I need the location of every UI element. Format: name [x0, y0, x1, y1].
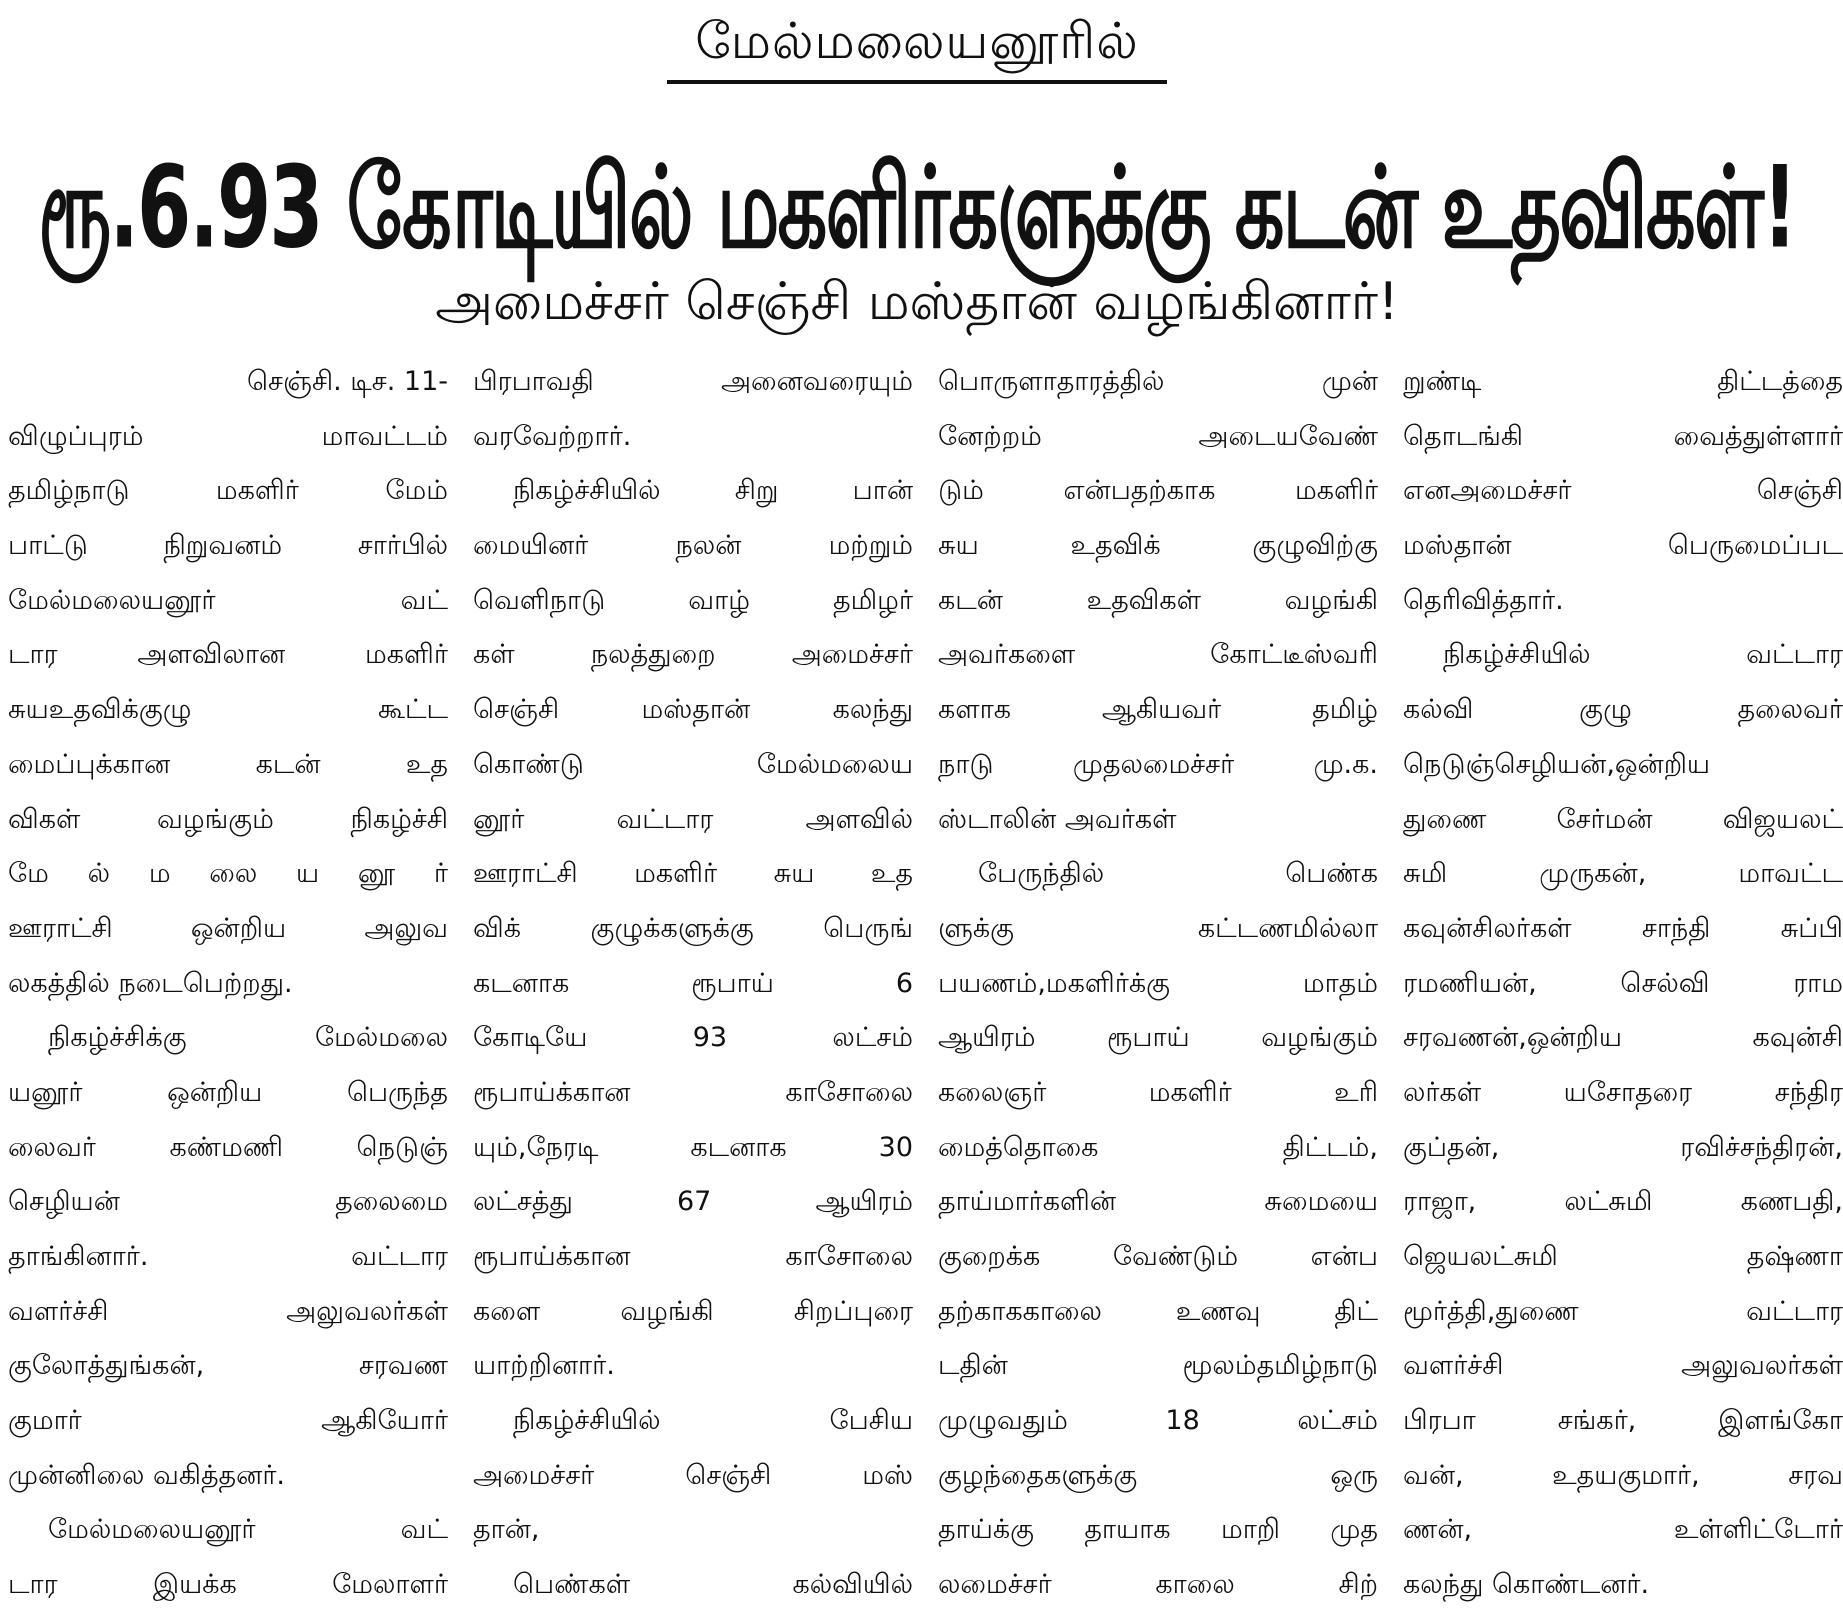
article-line: வளர்ச்சி அலுவலர்கள்	[1403, 1350, 1843, 1382]
article-line: மூர்த்தி,துணை வட்டார	[1403, 1295, 1843, 1327]
article-line: கொண்டு மேல்மலைய	[473, 748, 913, 780]
article-line: நிகழ்ச்சியில் பேசிய	[513, 1405, 913, 1437]
article-line: கவுன்சிலர்கள் சாந்தி சுப்பி	[1403, 912, 1843, 944]
article-line: செழியன் தலைமை	[8, 1186, 448, 1218]
article-line: னேற்றம் அடையவேண்	[938, 420, 1378, 452]
article-line: நிகழ்ச்சிக்கு மேல்மலை	[48, 1022, 448, 1054]
article-line: டார அளவிலான மகளிர்	[8, 639, 448, 671]
article-line: யாற்றினார்.	[473, 1350, 615, 1382]
article-line: பயணம்,மகளிர்க்கு மாதம்	[938, 967, 1378, 999]
article-column-3	[938, 355, 1378, 1601]
article-line: ரமணியன், செல்வி ராம	[1403, 967, 1843, 999]
article-line: பாட்டு நிறுவனம் சார்பில்	[8, 530, 448, 562]
article-line: மைப்புக்கான கடன் உத	[8, 748, 448, 780]
article-line: ரூபாய்க்கான காசோலை	[473, 1241, 913, 1272]
article-line: லமைச்சர் காலை சிற்	[938, 1569, 1378, 1601]
article-line: சுயஉதவிக்குழு கூட்ட	[8, 694, 448, 726]
article-line: மைத்தொகை திட்டம்,	[938, 1131, 1378, 1163]
article-line: தொடங்கி வைத்துள்ளார்	[1403, 420, 1843, 452]
article-line: முழுவதும் 18 லட்சம்	[938, 1405, 1378, 1437]
article-line: வன், உதயகுமார், சரவ	[1403, 1459, 1843, 1491]
article-line: லைவர் கண்மணி நெடுஞ்	[8, 1131, 448, 1163]
article-line: களை வழங்கி சிறப்புரை	[473, 1295, 913, 1327]
article-line: லர்கள் யசோதரை சந்திர	[1403, 1076, 1843, 1108]
article-line: தற்காககாலை உணவு திட்	[938, 1295, 1378, 1327]
article-line: ணன், உள்ளிட்டோர்	[1403, 1514, 1843, 1546]
article-line: தமிழ்நாடு மகளிர் மேம்	[8, 475, 448, 507]
article-line: எனஅமைச்சர் செஞ்சி	[1403, 475, 1843, 507]
article-line: வரவேற்றார்.	[473, 420, 632, 452]
article-line: தாய்மார்களின் சுமையை	[938, 1186, 1378, 1218]
article-line: குப்தன், ரவிச்சந்திரன்,	[1403, 1131, 1843, 1163]
article-column-1	[8, 355, 448, 1601]
article-line: கள் நலத்துறை அமைச்சர்	[473, 639, 913, 671]
article-line: குழந்தைகளுக்கு ஒரு	[938, 1459, 1378, 1491]
article-line: நெடுஞ்செழியன்,ஒன்றிய	[1403, 748, 1711, 780]
article-line: யனூர் ஒன்றிய பெருந்த	[8, 1076, 448, 1108]
article-line: மே ல் ம லை ய னூ ர்	[8, 858, 448, 890]
article-line: கலந்து கொண்டனர்.	[1403, 1569, 1650, 1601]
article-line: தான்,	[473, 1514, 540, 1546]
article-line: லகத்தில் நடைபெற்றது.	[8, 967, 293, 999]
article-line: டார இயக்க மேலாளர்	[8, 1569, 448, 1601]
article-line: யும்,நேரடி கடனாக 30	[473, 1131, 913, 1163]
article-line: றுண்டி திட்டத்தை	[1403, 366, 1843, 397]
article-line: கலைஞர் மகளிர் உரி	[938, 1076, 1378, 1108]
article-line: ஆயிரம் ரூபாய் வழங்கும்	[938, 1022, 1378, 1054]
article-column-2	[473, 355, 913, 1601]
article-line: சுமி முருகன், மாவட்ட	[1403, 858, 1843, 890]
article-line: பொருளாதாரத்தில் முன்	[938, 366, 1378, 397]
article-line: கல்வி குழு தலைவர்	[1403, 694, 1843, 726]
article-line: தாய்க்கு தாயாக மாறி முத	[938, 1514, 1378, 1546]
article-line: களாக ஆகியவர் தமிழ்	[938, 694, 1378, 726]
article-line: துணை சேர்மன் விஜயலட்	[1403, 803, 1843, 835]
article-line: ஊராட்சி ஒன்றிய அலுவ	[8, 912, 448, 944]
article-line: டதின் மூலம்தமிழ்நாடு	[938, 1350, 1378, 1382]
article-line: ளுக்கு கட்டணமில்லா	[938, 912, 1378, 944]
article-line: கோடியே 93 லட்சம்	[473, 1022, 913, 1054]
article-line: விழுப்புரம் மாவட்டம்	[8, 420, 448, 452]
article-line: ஊராட்சி மகளிர் சுய உத	[473, 858, 913, 890]
article-line: கடன் உதவிகள் வழங்கி	[938, 584, 1378, 616]
article-line: வெளிநாடு வாழ் தமிழர்	[473, 584, 913, 616]
article-line: டும் என்பதற்காக மகளிர்	[938, 475, 1378, 507]
article-line: பெண்கள் கல்வியில்	[513, 1569, 913, 1601]
kicker-container	[0, 8, 1834, 84]
article-line: விக் குழுக்களுக்கு பெருங்	[473, 912, 913, 944]
article-column-4	[1403, 355, 1843, 1601]
article-line: மேல்மலையனூர் வட்	[48, 1514, 448, 1546]
article-line: அமைச்சர் செஞ்சி மஸ்	[473, 1459, 913, 1491]
subheadline: அமைச்சர் செஞ்சி மஸ்தான் வழங்கினார்!	[435, 272, 1399, 332]
article-line: லட்சத்து 67 ஆயிரம்	[473, 1186, 913, 1218]
article-line: ஜெயலட்சுமி தஷ்ணா	[1403, 1241, 1843, 1272]
article-line: கடனாக ரூபாய் 6	[473, 967, 913, 999]
article-line: வளர்ச்சி அலுவலர்கள்	[8, 1295, 448, 1327]
article-line: குறைக்க வேண்டும் என்ப	[938, 1241, 1378, 1272]
article-line: நிகழ்ச்சியில் வட்டார	[1443, 639, 1843, 671]
article-line: ராஜா, லட்சுமி கணபதி,	[1403, 1186, 1843, 1218]
article-line: விகள் வழங்கும் நிகழ்ச்சி	[8, 803, 448, 835]
article-line: சுய உதவிக் குழுவிற்கு	[938, 530, 1378, 562]
article-line: குமார் ஆகியோர்	[8, 1405, 448, 1437]
article-line: நிகழ்ச்சியில் சிறு பான்	[513, 475, 913, 507]
article-line: செஞ்சி. டிச. 11-	[247, 366, 448, 397]
article-body	[8, 355, 1843, 1601]
article-line: மஸ்தான் பெருமைப்பட	[1403, 530, 1843, 562]
article-line: நாடு முதலமைச்சர் மு.க.	[938, 748, 1378, 780]
headline: ரூ.6.93 கோடியில் மகளிர்களுக்கு கடன் உதவிகள்!	[38, 143, 1796, 274]
article-line: தெரிவித்தார்.	[1403, 584, 1564, 616]
article-line: பிரபா சங்கர், இளங்கோ	[1403, 1405, 1843, 1437]
kicker-location: மேல்மலையனூரில்	[667, 8, 1167, 84]
article-line: அவர்களை கோட்டீஸ்வரி	[938, 639, 1378, 671]
article-line: மையினர் நலன் மற்றும்	[473, 530, 913, 562]
article-line: சரவணன்,ஒன்றிய கவுன்சி	[1403, 1022, 1843, 1054]
article-line: ரூபாய்க்கான காசோலை	[473, 1076, 913, 1108]
article-line: பேருந்தில் பெண்க	[978, 858, 1378, 890]
article-line: முன்னிலை வகித்தனர்.	[8, 1459, 286, 1491]
article-line: செஞ்சி மஸ்தான் கலந்து	[473, 694, 913, 726]
article-line: குலோத்துங்கன், சரவண	[8, 1350, 448, 1382]
article-line: பிரபாவதி அனைவரையும்	[473, 366, 913, 397]
article-line: ஸ்டாலின் அவர்கள்	[938, 803, 1177, 835]
article-line: தாங்கினார். வட்டார	[8, 1241, 448, 1272]
article-line: மேல்மலையனூர் வட்	[8, 584, 448, 616]
article-line: னூர் வட்டார அளவில்	[473, 803, 913, 835]
